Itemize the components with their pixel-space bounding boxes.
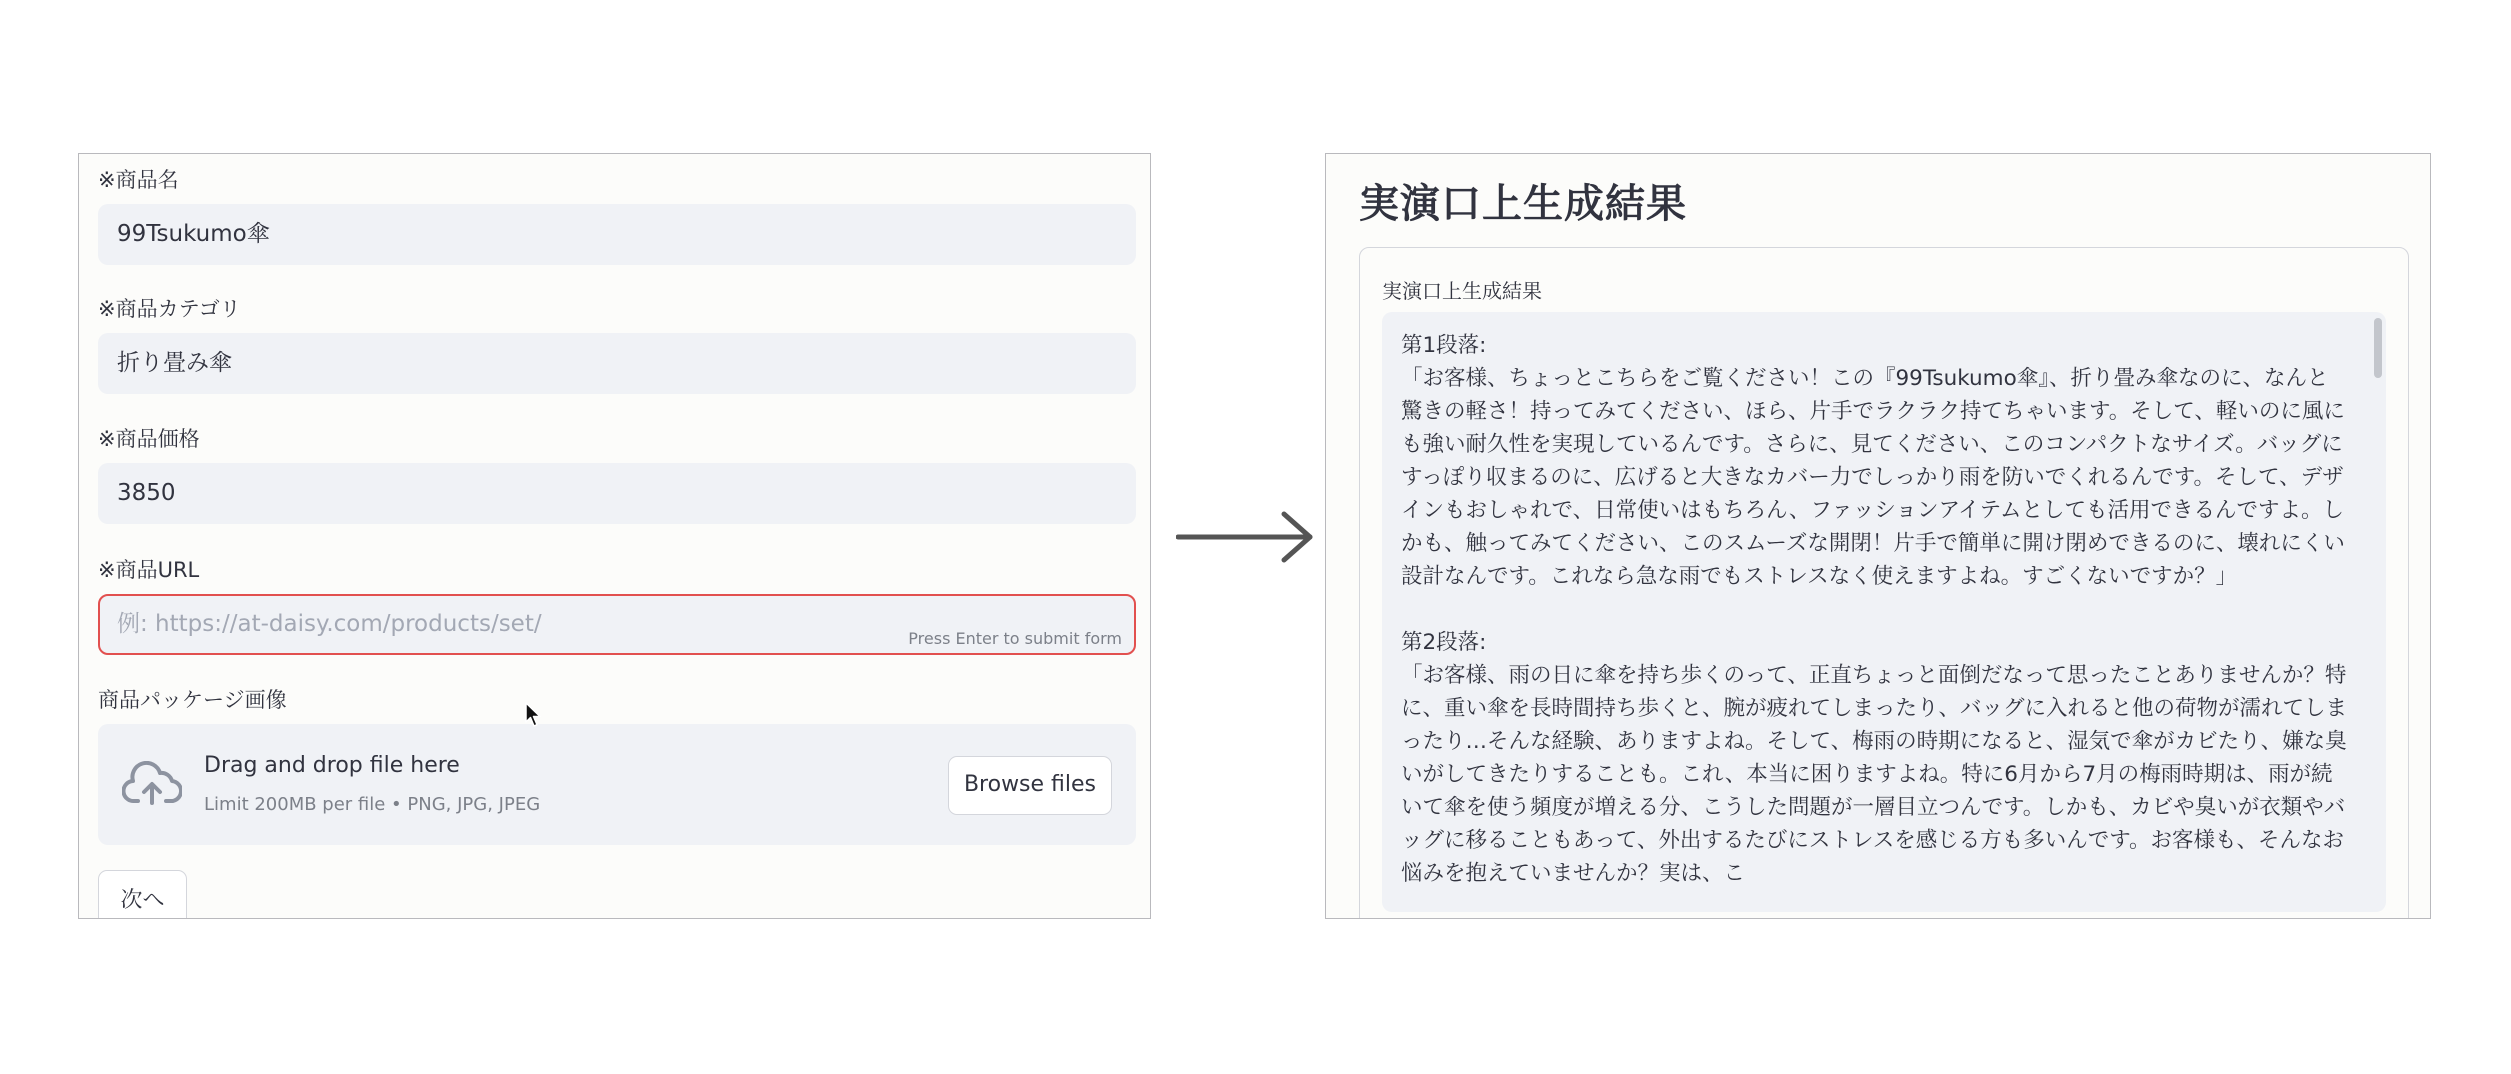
result-panel xyxy=(1325,153,2431,919)
result-card xyxy=(1359,247,2409,919)
file-dropzone[interactable] xyxy=(98,724,1136,845)
paragraph-heading: 第2段落: xyxy=(1401,630,1487,655)
arrow-right-icon xyxy=(1176,511,1316,563)
submit-hint: Press Enter to submit form xyxy=(908,629,1122,648)
next-button[interactable]: 次へ xyxy=(98,870,187,919)
browse-files-button[interactable]: Browse files xyxy=(948,756,1112,815)
product-url-placeholder: 例: https://at-daisy.com/products/set/ xyxy=(117,611,542,637)
result-text xyxy=(1401,329,2349,890)
product-price-label: ※商品価格 xyxy=(98,427,200,451)
product-url-input[interactable] xyxy=(98,594,1136,655)
product-form-panel xyxy=(78,153,1151,919)
dropzone-limit: Limit 200MB per file • PNG, JPG, JPEG xyxy=(204,794,541,815)
mouse-cursor-icon xyxy=(525,702,543,728)
paragraph-text: 「お客様、雨の日に傘を持ち歩くのって、正直ちょっと面倒だなって思ったことありませんか？特に、重い傘を長時間持ち歩くと、腕が疲れてしまったり、バッグに入れると他の荷物が濡れてしまったり…そんな経験、ありますよね。そして、梅雨の時期になると、湿気で傘がカビたり、嫌な臭いがしてきたりすることも。これ、本当に困りますよね。特に6月から7月の梅雨時期は、雨が続いて傘を使う頻度が増える分、こうした問題が一層目立つんです。しかも、カビや臭いが衣類やバッグに移ることもあって、外出するたびにストレスを感じる方も多いんです。お客様も、そんなお悩みを抱えていませんか？実は、こ xyxy=(1401,663,2348,886)
result-title: 実演口上生成結果 xyxy=(1359,181,1687,227)
textarea-scrollbar[interactable] xyxy=(2374,318,2382,378)
product-category-input[interactable]: 折り畳み傘 xyxy=(98,333,1136,394)
product-url-label: ※商品URL xyxy=(98,558,200,582)
package-image-label: 商品パッケージ画像 xyxy=(98,688,287,712)
result-textarea-label: 実演口上生成結果 xyxy=(1382,279,1542,303)
paragraph-heading: 第1段落: xyxy=(1401,333,1487,358)
product-name-input[interactable]: 99Tsukumo傘 xyxy=(98,204,1136,265)
product-name-label: ※商品名 xyxy=(98,168,179,192)
cloud-upload-icon xyxy=(122,761,182,807)
dropzone-title: Drag and drop file here xyxy=(204,753,460,778)
paragraph-text: 「お客様、ちょっとこちらをご覧ください！この『99Tsukumo傘』、折り畳み傘なのに、なんと驚きの軽さ！持ってみてください、ほら、片手でラクラク持てちゃいます。そして、軽いのに風にも強い耐久性を実現しているんです。さらに、見てください、このコンパクトなサイズ。バッグにすっぽり収まるのに、広げると大きなカバー力でしっかり雨を防いでくれるんです。そして、デザインもおしゃれで、日常使いはもちろん、ファッションアイテムとしても活用できるんですよ。しかも、触ってみてください、このスムーズな開閉！片手で簡単に開け閉めできるのに、壊れにくい設計なんです。これなら急な雨でもストレスなく使えますよね。すごくないですか？」 xyxy=(1401,366,2345,589)
product-price-input[interactable]: 3850 xyxy=(98,463,1136,524)
result-textarea[interactable] xyxy=(1382,312,2386,912)
product-category-label: ※商品カテゴリ xyxy=(98,297,241,321)
